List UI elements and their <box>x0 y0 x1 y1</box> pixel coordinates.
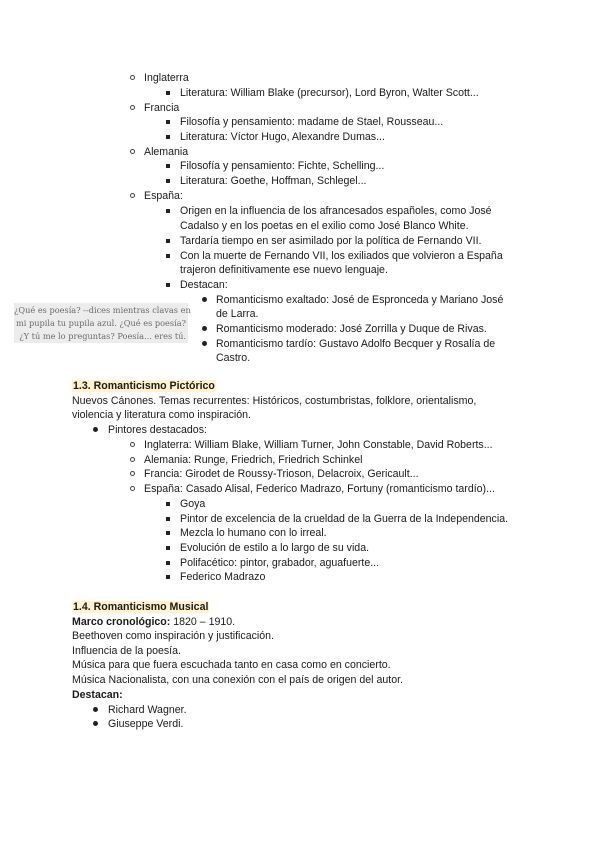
square-bullet-icon <box>166 239 170 243</box>
list-item: Literatura: Goethe, Hoffman, Schlegel... <box>180 175 367 187</box>
list-item: Filosofía y pensamiento: Fichte, Schelling... <box>180 160 385 172</box>
country-alemania: Alemania <box>144 146 189 158</box>
list-item: Destacan: <box>180 279 228 291</box>
destacan-label: Destacan: <box>72 689 123 701</box>
square-bullet-icon <box>166 135 170 139</box>
square-bullet-icon <box>166 91 170 95</box>
dot-bullet-icon <box>93 427 98 432</box>
dot-bullet-icon <box>202 326 207 331</box>
list-item: Romanticismo tardío: Gustavo Adolfo Becquer y Rosalía de <box>216 338 496 350</box>
circle-bullet-icon <box>130 149 135 154</box>
list-item: Pintores destacados: <box>108 424 207 436</box>
list-item: Literatura: Víctor Hugo, Alexandre Dumas... <box>180 131 385 143</box>
list-item: Filosofía y pensamiento: madame de Stael, Rousseau... <box>180 116 444 128</box>
circle-bullet-icon <box>130 75 135 80</box>
square-bullet-icon <box>166 502 170 506</box>
circle-bullet-icon <box>130 471 135 476</box>
list-item: Goya <box>180 498 206 510</box>
list-item: Richard Wagner. <box>108 704 187 716</box>
dot-bullet-icon <box>93 707 98 712</box>
square-bullet-icon <box>166 120 170 124</box>
square-bullet-icon <box>166 546 170 550</box>
list-item: Cadalso y en los poetas en el exilio como José Blanco White. <box>180 220 469 232</box>
list-item: Castro. <box>216 352 251 364</box>
list-item: Inglaterra: William Blake, William Turner, John Constable, David Roberts... <box>144 439 493 451</box>
list-item: Literatura: William Blake (precursor), Lord Byron, Walter Scott... <box>180 87 479 99</box>
quote-line: mi pupila tu pupila azul. ¿Qué es poesía? <box>16 318 186 328</box>
square-bullet-icon <box>166 209 170 213</box>
square-bullet-icon <box>166 531 170 535</box>
quote-line: ¿Y tú me lo preguntas? Poesía... eres tú. <box>19 331 186 341</box>
dot-bullet-icon <box>202 341 207 346</box>
paragraph-line: violencia y literatura como inspiración. <box>72 409 251 421</box>
country-francia: Francia <box>144 102 180 114</box>
circle-bullet-icon <box>130 457 135 462</box>
marco-line: Marco cronológico: 1820 – 1910. <box>72 616 236 628</box>
list-item: Evolución de estilo a lo largo de su vida. <box>180 542 370 554</box>
list-item: de Larra. <box>216 308 259 320</box>
list-item: Polifacético: pintor, grabador, aguafuerte... <box>180 557 380 569</box>
quote-image <box>14 303 191 343</box>
quote-line: ¿Qué es poesía? --dices mientras clavas en <box>14 305 191 315</box>
list-item: Francia: Girodet de Roussy-Trioson, Delacroix, Gericault... <box>144 468 419 480</box>
list-item: Alemania: Runge, Friedrich, Friedrich Schinkel <box>144 454 363 466</box>
paragraph-line: Beethoven como inspiración y justificación. <box>72 630 274 642</box>
square-bullet-icon <box>166 561 170 565</box>
list-item: Pintor de excelencia de la crueldad de la Guerra de la Independencia. <box>180 513 509 525</box>
list-item: Con la muerte de Fernando VII, los exiliados que volvieron a España <box>180 250 503 262</box>
list-item: Romanticismo exaltado: José de Espronceda y Mariano José <box>216 294 504 306</box>
square-bullet-icon <box>166 517 170 521</box>
list-item: Tardaría tiempo en ser asimilado por la política de Fernando VII. <box>180 235 482 247</box>
square-bullet-icon <box>166 179 170 183</box>
circle-bullet-icon <box>130 105 135 110</box>
list-item: Mezcla lo humano con lo irreal. <box>180 527 327 539</box>
circle-bullet-icon <box>130 193 135 198</box>
circle-bullet-icon <box>130 442 135 447</box>
section-heading: 1.4. Romanticismo Musical <box>73 601 209 613</box>
circle-bullet-icon <box>130 486 135 491</box>
list-item: trajeron definitivamente ese nuevo lenguaje. <box>180 264 388 276</box>
section-heading: 1.3. Romanticismo Pictórico <box>73 380 215 392</box>
list-item: Origen en la influencia de los afrancesados españoles, como José <box>180 205 492 217</box>
list-item: Giuseppe Verdi. <box>108 718 184 730</box>
square-bullet-icon <box>166 575 170 579</box>
country-espana: España: <box>144 190 183 202</box>
square-bullet-icon <box>166 254 170 258</box>
dot-bullet-icon <box>93 721 98 726</box>
dot-bullet-icon <box>202 297 207 302</box>
list-item: Romanticismo moderado: José Zorrilla y Duque de Rivas. <box>216 323 487 335</box>
square-bullet-icon <box>166 164 170 168</box>
country-inglaterra: Inglaterra <box>144 72 189 84</box>
paragraph-line: Música Nacionalista, con una conexión con el país de origen del autor. <box>72 674 403 686</box>
paragraph-line: Música para que fuera escuchada tanto en casa como en concierto. <box>72 659 391 671</box>
paragraph-line: Influencia de la poesía. <box>72 645 181 657</box>
list-item: Federico Madrazo <box>180 571 266 583</box>
square-bullet-icon <box>166 283 170 287</box>
paragraph-line: Nuevos Cánones. Temas recurrentes: Históricos, costumbristas, folklore, orientalismo, <box>72 395 477 407</box>
list-item: España: Casado Alisal, Federico Madrazo, Fortuny (romanticismo tardío)... <box>144 483 495 495</box>
